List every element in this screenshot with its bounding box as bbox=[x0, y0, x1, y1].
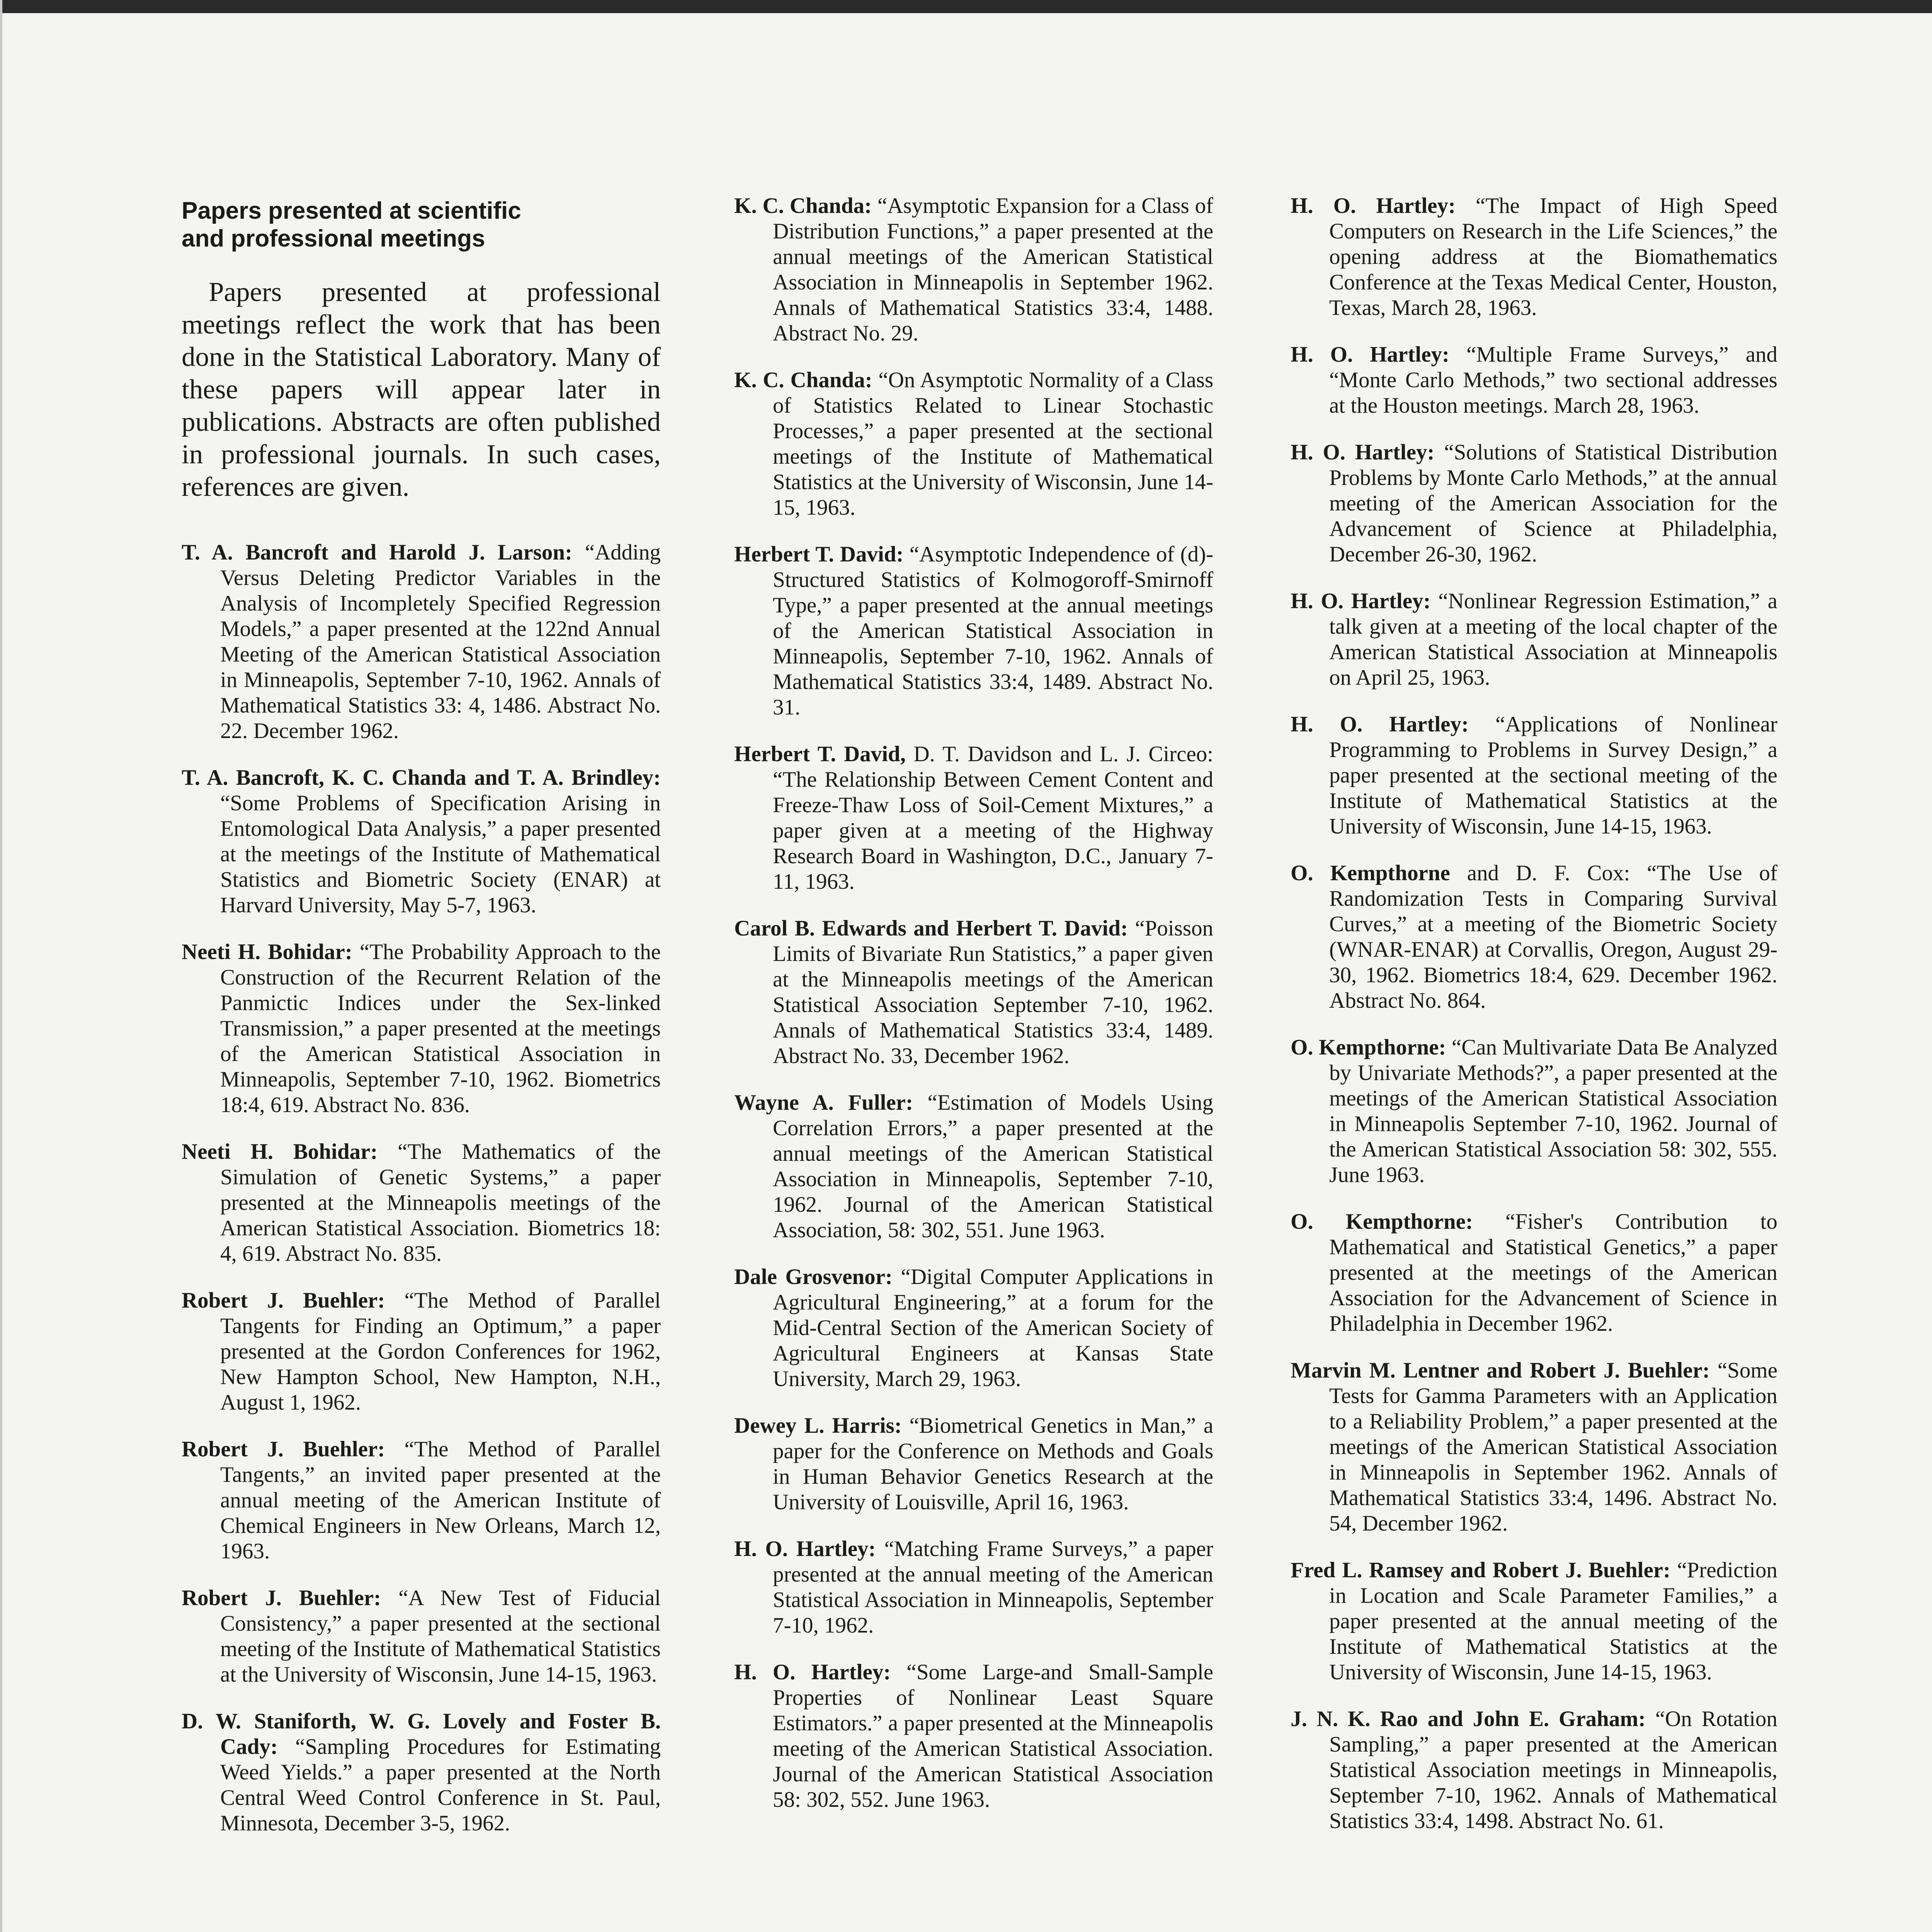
paper-authors: Wayne A. Fuller: bbox=[734, 1090, 913, 1115]
paper-authors: D. W. Staniforth, W. G. Lovely and Foster B. Cady: bbox=[182, 1709, 661, 1759]
paper-entry bbox=[734, 1536, 1213, 1638]
paper-authors: Marvin M. Lentner and Robert J. Buehler: bbox=[1291, 1358, 1710, 1383]
paper-authors: Robert J. Buehler: bbox=[182, 1586, 381, 1610]
paper-entry bbox=[1291, 712, 1777, 839]
paper-authors: H. O. Hartley: bbox=[1291, 194, 1456, 218]
paper-entry bbox=[1291, 1706, 1777, 1834]
paper-authors: Robert J. Buehler: bbox=[182, 1288, 385, 1313]
paper-citation: “Adding Versus Deleting Predictor Variables in the Analysis of Incompletely Specified Regression Models,” a paper presented at the 122nd Annual Meeting of the American Statistical Association in Minneapolis, September 7-10, 1962. Annals of Mathematical Statistics 33: 4, 1486. Abstract No. 22. December 1962. bbox=[220, 540, 661, 743]
paper-authors: T. A. Bancroft and Harold J. Larson: bbox=[182, 540, 573, 565]
paper-citation: “The Probability Approach to the Construction of the Recurrent Relation of the Panmictic Indices under the Sex-linked Transmission,” a paper presented at the meetings of the American Statistical Association in Minneapolis, September 7-10, 1962. Biometrics 18:4, 619. Abstract No. 836. bbox=[220, 940, 661, 1117]
paper-citation: “On Asymptotic Normality of a Class of Statistics Related to Linear Stochastic Processes,” a paper presented at the sectional meetings of the Institute of Mathematical Statistics at the University of Wisconsin, June 14-15, 1963. bbox=[773, 368, 1214, 520]
paper-citation: “On Rotation Sampling,” a paper presented at the American Statistical Association meetings in Minneapolis, September 7-10, 1962. Annals of Mathematical Statistics 33:4, 1498. Abstract No. 61. bbox=[1329, 1707, 1777, 1833]
paper-citation: “Asymptotic Expansion for a Class of Distribution Functions,” a paper presented at the annual meetings of the American Statistical Association in Minneapolis in September 1962. Annals of Mathematical Statistics 33:4, 1488. Abstract No. 29. bbox=[773, 194, 1213, 345]
paper-entry bbox=[734, 916, 1213, 1069]
paper-authors: Herbert T. David, bbox=[734, 742, 906, 766]
paper-citation: “Asymptotic Independence of (d)-Structured Statistics of Kolmogoroff-Smirnoff Type,” a paper presented at the annual meetings of the American Statistical Association in Minneapolis, September 7-10, 1962. Annals of Mathematical Statistics 33:4, 1489. Abstract No. 31. bbox=[773, 542, 1213, 719]
paper-citation: “Nonlinear Regression Estimation,” a talk given at a meeting of the local chapter of the American Statistical Association at Minneapolis on April 25, 1963. bbox=[1329, 589, 1777, 690]
paper-authors: H. O. Hartley: bbox=[1291, 589, 1431, 613]
heading-line-1: Papers presented at scientific bbox=[182, 197, 521, 224]
paper-entry bbox=[1291, 588, 1777, 690]
paper-citation: “Prediction in Location and Scale Parameter Families,” a paper presented at the annual meeting of the Institute of Mathematical Statistics at the University of Wisconsin, June 14-15, 1963. bbox=[1329, 1558, 1777, 1684]
paper-entry bbox=[734, 1413, 1213, 1515]
column-2-entries bbox=[734, 193, 1213, 1813]
scan-edge-left bbox=[0, 0, 2, 1932]
paper-entry bbox=[182, 765, 661, 918]
heading-line-2: and professional meetings bbox=[182, 225, 485, 252]
column-3-entries bbox=[1291, 193, 1777, 1834]
paper-authors: Dewey L. Harris: bbox=[734, 1413, 902, 1438]
paper-entry bbox=[1291, 1558, 1777, 1685]
paper-authors: H. O. Hartley: bbox=[734, 1660, 891, 1684]
paper-authors: O. Kempthorne: bbox=[1291, 1035, 1446, 1060]
paper-entry bbox=[1291, 1035, 1777, 1188]
paper-entry bbox=[182, 1585, 661, 1687]
paper-entry bbox=[734, 742, 1213, 895]
paper-authors: K. C. Chanda: bbox=[734, 194, 872, 218]
column-3 bbox=[1291, 193, 1777, 1855]
paper-citation: “Some Problems of Specification Arising in Entomological Data Analysis,” a paper presented at the meetings of the Institute of Mathematical Statistics and Biometric Society (ENAR) at Harvard University, May 5-7, 1963. bbox=[220, 791, 661, 917]
paper-citation: “Fisher's Contribution to Mathematical and Statistical Genetics,” a paper presented at the meetings of the American Association for the Advancement of Science in Philadelphia in December 1962. bbox=[1329, 1209, 1777, 1336]
column-1-entries bbox=[182, 540, 661, 1836]
column-2 bbox=[734, 193, 1213, 1834]
paper-citation: “The Impact of High Speed Computers on Research in the Life Sciences,” the opening address at the Biomathematics Conference at the Texas Medical Center, Houston, Texas, March 28, 1963. bbox=[1329, 194, 1778, 320]
paper-citation: “Biometrical Genetics in Man,” a paper for the Conference on Methods and Goals in Human Behavior Genetics Research at the University of Louisville, April 16, 1963. bbox=[773, 1413, 1213, 1514]
paper-entry bbox=[182, 1709, 661, 1836]
paper-citation: “Digital Computer Applications in Agricultural Engineering,” at a forum for the Mid-Central Section of the American Society of Agricultural Engineers at Kansas State University, March 29, 1963. bbox=[773, 1265, 1214, 1391]
paper-entry bbox=[182, 540, 661, 744]
paper-citation: “Matching Frame Surveys,” a paper presented at the annual meeting of the American Statistical Association in Minneapolis, September 7-10, 1962. bbox=[773, 1537, 1213, 1638]
paper-citation: D. T. Davidson and L. J. Circeo: “The Relationship Between Cement Content and Freeze-Thaw Loss of Soil-Cement Mixtures,” a paper given at a meeting of the Highway Research Board in Washington, D.C., January 7-11, 1963. bbox=[773, 742, 1214, 894]
paper-entry bbox=[1291, 342, 1777, 418]
paper-citation: “The Method of Parallel Tangents for Finding an Optimum,” a paper presented at the Gordon Conferences for 1962, New Hampton School, New Hampton, N.H., August 1, 1962. bbox=[220, 1288, 661, 1415]
paper-citation: “A New Test of Fiducial Consistency,” a paper presented at the sectional meeting of the Institute of Mathematical Statistics at the University of Wisconsin, June 14-15, 1963. bbox=[220, 1586, 661, 1687]
paper-citation: “Multiple Frame Surveys,” and “Monte Carlo Methods,” two sectional addresses at the Houston meetings. March 28, 1963. bbox=[1329, 342, 1777, 418]
scan-edge-top bbox=[0, 0, 1932, 13]
paper-entry bbox=[734, 1090, 1213, 1243]
paper-authors: Neeti H. Bohidar: bbox=[182, 1139, 378, 1164]
paper-authors: J. N. K. Rao and John E. Graham: bbox=[1291, 1707, 1646, 1731]
column-1 bbox=[182, 193, 661, 1857]
paper-authors: Carol B. Edwards and Herbert T. David: bbox=[734, 916, 1128, 940]
paper-authors: Fred L. Ramsey and Robert J. Buehler: bbox=[1291, 1558, 1671, 1582]
paper-authors: H. O. Hartley: bbox=[1291, 712, 1469, 736]
paper-entry bbox=[734, 1660, 1213, 1813]
paper-citation: “Poisson Limits of Bivariate Run Statistics,” a paper given at the Minneapolis meetings of the American Statistical Association September 7-10, 1962. Annals of Mathematical Statistics 33:4, 1489. Abstract No. 33, December 1962. bbox=[773, 916, 1213, 1068]
paper-entry bbox=[182, 1288, 661, 1415]
paper-entry bbox=[1291, 1209, 1777, 1337]
paper-authors: Dale Grosvenor: bbox=[734, 1265, 893, 1289]
paper-citation: and D. F. Cox: “The Use of Randomization Tests in Comparing Survival Curves,” at a meeting of the Biometric Society (WNAR-ENAR) at Corvallis, Oregon, August 29-30, 1962. Biometrics 18:4, 629. December 1962. Abstract No. 864. bbox=[1329, 861, 1778, 1013]
paper-authors: O. Kempthorne bbox=[1291, 861, 1450, 885]
paper-authors: K. C. Chanda: bbox=[734, 368, 872, 392]
paper-citation: “Some Large-and Small-Sample Properties of Nonlinear Least Square Estimators.” a paper presented at the Minneapolis meeting of the American Statistical Association. Journal of the American Statistical Association 58: 302, 552. June 1963. bbox=[773, 1660, 1214, 1812]
paper-entry bbox=[1291, 193, 1777, 321]
paper-entry bbox=[1291, 1358, 1777, 1536]
paper-authors: Robert J. Buehler: bbox=[182, 1437, 385, 1461]
paper-citation: “The Mathematics of the Simulation of Genetic Systems,” a paper presented at the Minneapolis meetings of the American Statistical Association. Biometrics 18: 4, 619. Abstract No. 835. bbox=[220, 1139, 661, 1266]
paper-entry bbox=[182, 939, 661, 1118]
paper-entry bbox=[182, 1139, 661, 1267]
paper-authors: Neeti H. Bohidar: bbox=[182, 940, 352, 964]
intro-paragraph: Papers presented at professional meetings reflect the work that has been done in the Statistical Laboratory. Many of these papers will appear later in publications. Abstracts are often published in professional journals. In such cases, references are given. bbox=[182, 277, 661, 502]
paper-citation: “Sampling Procedures for Estimating Weed Yields.” a paper presented at the North Central Weed Control Conference in St. Paul, Minnesota, December 3-5, 1962. bbox=[220, 1735, 661, 1835]
paper-citation: “Applications of Nonlinear Programming to Problems in Survey Design,” a paper presented at the sectional meeting of the Institute of Mathematical Statistics at the University of Wisconsin, June 14-15, 1963. bbox=[1329, 712, 1777, 838]
paper-entry bbox=[1291, 861, 1777, 1014]
paper-citation: “Solutions of Statistical Distribution Problems by Monte Carlo Methods,” at the annual meeting of the American Association for the Advancement of Science at Philadelphia, December 26-30, 1962. bbox=[1329, 440, 1777, 566]
paper-authors: H. O. Hartley: bbox=[1291, 440, 1435, 464]
paper-citation: “Can Multivariate Data Be Analyzed by Univariate Methods?”, a paper presented at the meetings of the American Statistical Association in Minneapolis September 7-10, 1962. Journal of the American Statistical Association 58: 302, 555. June 1963. bbox=[1329, 1035, 1777, 1187]
paper-authors: Herbert T. David: bbox=[734, 542, 904, 566]
paper-authors: H. O. Hartley: bbox=[734, 1537, 876, 1561]
paper-authors: H. O. Hartley: bbox=[1291, 342, 1450, 367]
paper-entry bbox=[734, 1264, 1213, 1392]
section-heading bbox=[182, 197, 661, 253]
paper-authors: T. A. Bancroft, K. C. Chanda and T. A. Brindley: bbox=[182, 765, 661, 790]
paper-authors: O. Kempthorne: bbox=[1291, 1209, 1473, 1234]
paper-entry bbox=[182, 1437, 661, 1564]
paper-entry bbox=[734, 367, 1213, 520]
paper-entry bbox=[1291, 440, 1777, 567]
paper-entry bbox=[734, 542, 1213, 720]
paper-entry bbox=[734, 193, 1213, 346]
paper-citation: “Estimation of Models Using Correlation Errors,” a paper presented at the annual meetings of the American Statistical Association in Minneapolis, September 7-10, 1962. Journal of the American Statistical Association, 58: 302, 551. June 1963. bbox=[773, 1090, 1213, 1242]
paper-citation: “The Method of Parallel Tangents,” an invited paper presented at the annual meeting of the American Institute of Chemical Engineers in New Orleans, March 12, 1963. bbox=[220, 1437, 661, 1563]
paper-citation: “Some Tests for Gamma Parameters with an Application to a Reliability Problem,” a paper presented at the meetings of the American Statistical Association in Minneapolis in September 1962. Annals of Mathematical Statistics 33:4, 1496. Abstract No. 54, December 1962. bbox=[1329, 1358, 1778, 1536]
